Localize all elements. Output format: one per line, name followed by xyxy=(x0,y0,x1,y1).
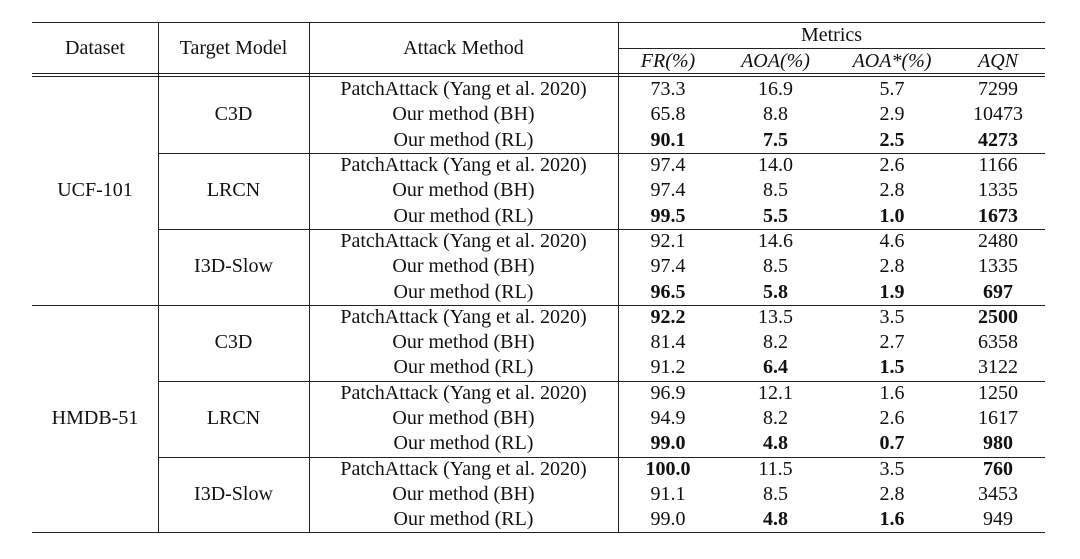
aoa-star-cell: 2.6 xyxy=(879,154,905,177)
aqn-cell: 2500 xyxy=(978,305,1018,328)
aqn-cell: 949 xyxy=(983,508,1013,531)
target-model-cell: C3D xyxy=(214,331,253,354)
aqn-cell: 1166 xyxy=(978,154,1018,177)
metrics-subheader-rule xyxy=(618,48,1045,49)
aoa-cell: 8.5 xyxy=(763,179,788,202)
dataset-rule xyxy=(32,305,1045,306)
fr-cell: 100.0 xyxy=(645,457,691,480)
fr-cell: 99.0 xyxy=(650,508,686,531)
aoa-cell: 8.8 xyxy=(763,103,788,126)
target-model-cell: LRCN xyxy=(206,179,261,202)
header-aoa-star: AOA*(%) xyxy=(852,49,932,72)
aoa-star-cell: 1.6 xyxy=(879,508,905,531)
attack-method-cell: Our method (RL) xyxy=(393,356,534,379)
attack-method-cell: PatchAttack (Yang et al. 2020) xyxy=(340,229,587,252)
bottom-rule xyxy=(32,532,1045,533)
attack-method-cell: Our method (BH) xyxy=(392,482,535,505)
aoa-star-cell: 1.9 xyxy=(879,280,905,303)
aoa-cell: 5.8 xyxy=(763,280,788,303)
aoa-star-cell: 3.5 xyxy=(879,457,905,480)
aoa-star-cell: 2.5 xyxy=(879,128,905,151)
aoa-star-cell: 2.7 xyxy=(879,331,905,354)
group-rule xyxy=(158,153,1045,154)
aoa-cell: 14.6 xyxy=(758,229,793,252)
attack-method-cell: Our method (BH) xyxy=(392,407,535,430)
target-model-cell: I3D-Slow xyxy=(194,482,273,505)
column-rule xyxy=(618,22,619,532)
fr-cell: 92.1 xyxy=(650,229,686,252)
group-rule xyxy=(158,381,1045,382)
header-attack-method: Attack Method xyxy=(403,36,524,59)
dataset-cell: HMDB-51 xyxy=(51,407,139,430)
fr-cell: 99.5 xyxy=(650,204,686,227)
aqn-cell: 980 xyxy=(983,432,1013,455)
aoa-cell: 8.2 xyxy=(763,407,788,430)
group-rule xyxy=(158,229,1045,230)
attack-method-cell: Our method (RL) xyxy=(393,204,534,227)
aqn-cell: 1673 xyxy=(978,204,1018,227)
aoa-cell: 16.9 xyxy=(758,78,793,101)
fr-cell: 96.9 xyxy=(650,381,686,404)
attack-method-cell: Our method (RL) xyxy=(393,508,534,531)
aqn-cell: 10473 xyxy=(973,103,1023,126)
attack-method-cell: Our method (BH) xyxy=(392,179,535,202)
aoa-cell: 14.0 xyxy=(758,154,793,177)
header-rule-2 xyxy=(32,76,1045,77)
aqn-cell: 697 xyxy=(983,280,1013,303)
aoa-star-cell: 2.8 xyxy=(879,255,905,278)
header-metrics: Metrics xyxy=(800,23,863,46)
attack-method-cell: PatchAttack (Yang et al. 2020) xyxy=(340,305,587,328)
fr-cell: 97.4 xyxy=(650,255,686,278)
aqn-cell: 1250 xyxy=(978,381,1018,404)
attack-method-cell: Our method (RL) xyxy=(393,128,534,151)
fr-cell: 91.1 xyxy=(650,482,686,505)
column-rule xyxy=(158,22,159,532)
aqn-cell: 4273 xyxy=(978,128,1018,151)
attack-method-cell: PatchAttack (Yang et al. 2020) xyxy=(340,154,587,177)
attack-method-cell: PatchAttack (Yang et al. 2020) xyxy=(340,78,587,101)
aqn-cell: 3453 xyxy=(978,482,1018,505)
aoa-star-cell: 2.6 xyxy=(879,407,905,430)
header-dataset: Dataset xyxy=(65,36,125,59)
fr-cell: 92.2 xyxy=(650,305,686,328)
attack-method-cell: Our method (BH) xyxy=(392,103,535,126)
fr-cell: 90.1 xyxy=(650,128,686,151)
aoa-star-cell: 1.0 xyxy=(879,204,905,227)
fr-cell: 97.4 xyxy=(650,179,686,202)
aqn-cell: 1335 xyxy=(978,179,1018,202)
header-aoa: AOA(%) xyxy=(741,49,810,72)
aoa-star-cell: 2.9 xyxy=(879,103,905,126)
aoa-star-cell: 2.8 xyxy=(879,179,905,202)
target-model-cell: I3D-Slow xyxy=(194,255,273,278)
fr-cell: 97.4 xyxy=(650,154,686,177)
aoa-star-cell: 1.5 xyxy=(879,356,905,379)
aoa-star-cell: 2.8 xyxy=(879,482,905,505)
aqn-cell: 760 xyxy=(983,457,1013,480)
attack-method-cell: Our method (RL) xyxy=(393,432,534,455)
aoa-cell: 12.1 xyxy=(758,381,793,404)
aqn-cell: 1335 xyxy=(978,255,1018,278)
aqn-cell: 1617 xyxy=(978,407,1018,430)
attack-method-cell: Our method (BH) xyxy=(392,255,535,278)
column-rule xyxy=(309,22,310,532)
aoa-cell: 5.5 xyxy=(763,204,788,227)
aoa-cell: 7.5 xyxy=(763,128,788,151)
aoa-star-cell: 4.6 xyxy=(879,229,905,252)
top-rule xyxy=(32,22,1045,23)
group-rule xyxy=(158,457,1045,458)
dataset-cell: UCF-101 xyxy=(57,179,133,202)
aqn-cell: 2480 xyxy=(978,229,1018,252)
aoa-cell: 8.5 xyxy=(763,255,788,278)
target-model-cell: C3D xyxy=(214,103,253,126)
fr-cell: 99.0 xyxy=(650,432,686,455)
fr-cell: 73.3 xyxy=(650,78,686,101)
aoa-cell: 8.5 xyxy=(763,482,788,505)
aoa-cell: 4.8 xyxy=(763,508,788,531)
attack-method-cell: PatchAttack (Yang et al. 2020) xyxy=(340,381,587,404)
aoa-cell: 8.2 xyxy=(763,331,788,354)
results-table xyxy=(32,22,1045,536)
fr-cell: 94.9 xyxy=(650,407,686,430)
header-target-model: Target Model xyxy=(179,36,288,59)
attack-method-cell: Our method (BH) xyxy=(392,331,535,354)
attack-method-cell: PatchAttack (Yang et al. 2020) xyxy=(340,457,587,480)
aoa-star-cell: 3.5 xyxy=(879,305,905,328)
header-fr: FR(%) xyxy=(640,49,696,72)
target-model-cell: LRCN xyxy=(206,407,261,430)
attack-method-cell: Our method (RL) xyxy=(393,280,534,303)
aqn-cell: 7299 xyxy=(978,78,1018,101)
header-rule-1 xyxy=(32,73,1045,74)
aoa-cell: 11.5 xyxy=(758,457,793,480)
fr-cell: 91.2 xyxy=(650,356,686,379)
aoa-star-cell: 5.7 xyxy=(879,78,905,101)
aoa-star-cell: 0.7 xyxy=(879,432,905,455)
header-aqn: AQN xyxy=(978,49,1018,72)
aqn-cell: 3122 xyxy=(978,356,1018,379)
aoa-cell: 13.5 xyxy=(758,305,793,328)
aqn-cell: 6358 xyxy=(978,331,1018,354)
fr-cell: 65.8 xyxy=(650,103,686,126)
fr-cell: 96.5 xyxy=(650,280,686,303)
aoa-star-cell: 1.6 xyxy=(879,381,905,404)
aoa-cell: 6.4 xyxy=(763,356,788,379)
aoa-cell: 4.8 xyxy=(763,432,788,455)
fr-cell: 81.4 xyxy=(650,331,686,354)
